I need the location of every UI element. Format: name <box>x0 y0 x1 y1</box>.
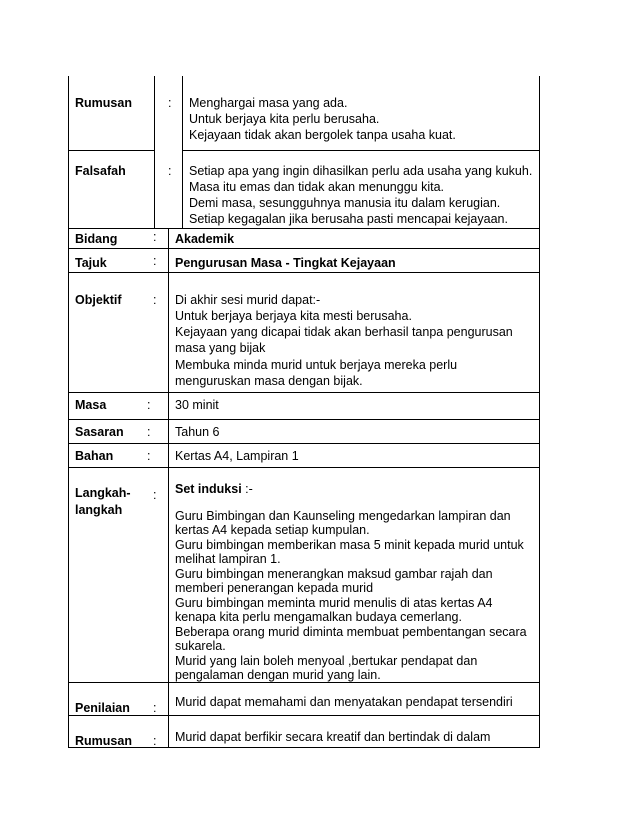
row-text-line: sukarela. <box>175 639 226 653</box>
row-colon: : <box>147 449 151 463</box>
row-text-line: Beberapa orang murid diminta membuat pembentangan secara <box>175 625 527 639</box>
row-text-line: Membuka minda murid untuk berjaya mereka perlu <box>175 358 458 372</box>
row-label: Sasaran <box>75 425 124 439</box>
row-colon: : <box>147 398 151 412</box>
row-divider <box>68 715 539 716</box>
row-text-line: Tahun 6 <box>175 425 220 439</box>
row-divider <box>68 248 539 249</box>
row-text-line: kenapa kita perlu mengamalkan budaya cemerlang. <box>175 610 462 624</box>
row-text-line: pengalaman dengan murid yang lain. <box>175 668 381 682</box>
row-label: Bahan <box>75 449 114 463</box>
row-label: Rumusan <box>75 734 132 748</box>
row-text-line: Guru bimbingan memberikan masa 5 minit kepada murid untuk <box>175 538 524 552</box>
row-text-line: Di akhir sesi murid dapat:- <box>175 293 321 307</box>
row-label: Rumusan <box>75 96 132 110</box>
row-text-line: Demi masa, sesungguhnya manusia itu dalam kerugian. <box>189 196 501 210</box>
table-border-left <box>68 76 69 748</box>
row-divider <box>68 419 539 420</box>
row-text-line: Setiap kegagalan jika berusaha pasti mencapai kejayaan. <box>189 212 508 226</box>
row-colon: : <box>153 488 157 502</box>
row-text-line: Murid dapat berfikir secara kreatif dan bertindak di dalam <box>175 730 491 744</box>
row-colon: : <box>147 425 151 439</box>
row-text-line: Guru Bimbingan dan Kaunseling mengedarkan lampiran dan <box>175 509 511 523</box>
row-colon: : <box>153 734 157 748</box>
row-text-line: memberi penerangan kepada murid <box>175 581 374 595</box>
row-text-line: Murid yang lain boleh menyoal ,bertukar pendapat dan <box>175 654 478 668</box>
row-colon: : <box>168 164 172 178</box>
row-text-line: Kertas A4, Lampiran 1 <box>175 449 299 463</box>
row-text-line: masa yang bijak <box>175 341 266 355</box>
table-border-bottom <box>68 747 540 748</box>
row-divider <box>68 392 539 393</box>
label-column-divider-top <box>154 76 155 228</box>
row-text-line: Pengurusan Masa - Tingkat Kejayaan <box>175 256 396 270</box>
row-divider <box>68 228 539 229</box>
row-text-line: Akademik <box>175 232 235 246</box>
row-label: Objektif <box>75 293 122 307</box>
row-text-line: kertas A4 kepada setiap kumpulan. <box>175 523 370 537</box>
row-divider <box>68 272 539 273</box>
row-colon: : <box>153 701 157 715</box>
set-induksi-suffix: :- <box>245 482 253 496</box>
set-induksi-heading <box>175 481 253 497</box>
row-label: Penilaian <box>75 701 130 715</box>
row-divider <box>68 467 539 468</box>
value-column-divider-top <box>182 76 183 228</box>
row-text-line: Kejayaan tidak akan bergolek tanpa usaha kuat. <box>189 128 456 142</box>
row-text-line: Untuk berjaya kita perlu berusaha. <box>189 112 380 126</box>
table-border-right <box>539 76 540 748</box>
row-label: Langkah- <box>75 486 131 500</box>
row-label: langkah <box>75 503 123 517</box>
row-text-line: Untuk berjaya berjaya kita mesti berusaha. <box>175 309 412 323</box>
row-text-line: melihat lampiran 1. <box>175 552 281 566</box>
row-text-line: Guru bimbingan meminta murid menulis di atas kertas A4 <box>175 596 493 610</box>
row-divider <box>182 150 539 151</box>
row-text-line: Masa itu emas dan tidak akan menunggu kita. <box>189 180 445 194</box>
set-induksi-label: Set induksi <box>175 482 242 496</box>
row-colon: : <box>168 96 172 110</box>
row-text-line: Murid dapat memahami dan menyatakan pendapat tersendiri <box>175 695 513 709</box>
value-column-divider-bottom <box>168 228 169 748</box>
row-text-line: Setiap apa yang ingin dihasilkan perlu ada usaha yang kukuh. <box>189 164 533 178</box>
row-label: Bidang <box>75 232 118 246</box>
row-colon: : <box>153 254 157 268</box>
row-text-line: Menghargai masa yang ada. <box>189 96 348 110</box>
row-label: Masa <box>75 398 107 412</box>
row-divider <box>68 150 154 151</box>
row-label: Tajuk <box>75 256 107 270</box>
row-label: Falsafah <box>75 164 126 178</box>
row-colon: : <box>153 230 157 244</box>
row-text-line: Kejayaan yang dicapai tidak akan berhasil tanpa pengurusan <box>175 325 513 339</box>
row-text-line: menguruskan masa dengan bijak. <box>175 374 363 388</box>
row-text-line: Guru bimbingan menerangkan maksud gambar rajah dan <box>175 567 493 581</box>
row-colon: : <box>153 293 157 307</box>
row-divider <box>68 443 539 444</box>
row-text-line: 30 minit <box>175 398 219 412</box>
